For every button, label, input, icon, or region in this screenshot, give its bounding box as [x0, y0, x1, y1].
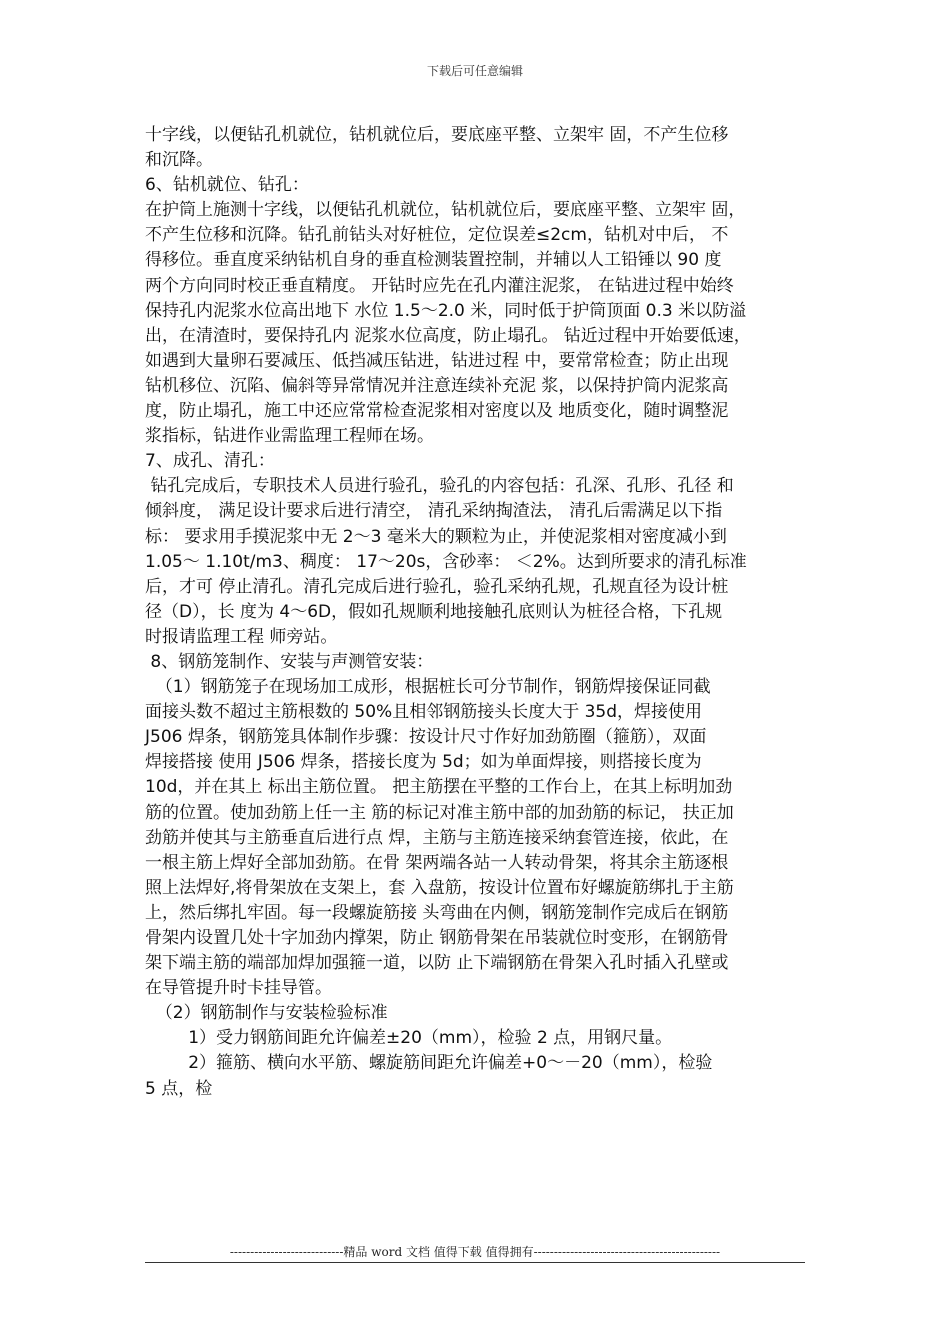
text-line: 2）箍筋、横向水平筋、螺旋筋间距允许偏差+0～－20（mm），检验 [145, 1053, 713, 1074]
text-line: 浆指标，钻进作业需监理工程师在场。 [145, 426, 434, 447]
text-line: J506 焊条，钢筋笼具体制作步骤：按设计尺寸作好加劲筋圈（箍筋），双面 [145, 727, 707, 748]
text-line: 5 点，检 [145, 1078, 213, 1099]
text-line: 和沉降。 [145, 150, 213, 171]
text-line: 10d，并在其上 标出主筋位置。 把主筋摆在平整的工作台上，在其上标明加劲 [145, 777, 733, 798]
text-line: 时报请监理工程 师旁站。 [145, 626, 338, 647]
text-line: 后，才可 停止清孔。清孔完成后进行验孔，验孔采纳孔规，孔规直径为设计桩 [145, 576, 729, 597]
text-line: 钻机移位、沉陷、偏斜等异常情况并注意连续补充泥 浆，以保持护筒内泥浆高 [145, 375, 729, 396]
text-line: 径（D），长 度为 4～6D，假如孔规顺利地接触孔底则认为桩径合格，下孔规 [145, 601, 723, 622]
text-line: 7、成孔、清孔： [145, 451, 275, 472]
text-line: 1.05～ 1.10t/m3、稠度： 17～20s，含砂率： ＜2%。达到所要求的清孔标准 [145, 551, 747, 572]
text-line: 在导管提升时卡挂导管。 [145, 978, 332, 999]
text-line: （2）钢筋制作与安装检验标准 [145, 1003, 388, 1024]
page-header: 下载后可任意编辑 [426, 64, 523, 78]
document-body [145, 123, 815, 1102]
text-line: 8、钢筋笼制作、安装与声测管安装： [145, 651, 434, 672]
footer-rule [145, 1262, 805, 1263]
text-line: 不产生位移和沉降。钻孔前钻头对好桩位，定位误差≤2cm，钻机对中后， 不 [145, 225, 729, 246]
text-line: 照上法焊好,将骨架放在支架上，套 入盘筋，按设计位置布好螺旋筋绑扎于主筋 [145, 877, 734, 898]
text-line: 在护筒上施测十字线，以便钻孔机就位，钻机就位后，要底座平整、立架牢 固， [145, 200, 746, 221]
text-line: 面接头数不超过主筋根数的 50%且相邻钢筋接头长度大于 35d，焊接使用 [145, 702, 703, 723]
text-line: 度，防止塌孔，施工中还应常常检查泥浆相对密度以及 地质变化，随时调整泥 [145, 401, 729, 422]
text-line: 一根主筋上焊好全部加劲筋。在骨 架两端各站一人转动骨架，将其余主筋逐根 [145, 852, 729, 873]
text-line: 骨架内设置几处十字加劲内撑架，防止 钢筋骨架在吊装就位时变形，在钢筋骨 [145, 928, 729, 948]
text-line: 筋的位置。使加劲筋上任一主 筋的标记对准主筋中部的加劲筋的标记， 扶正加 [145, 802, 734, 823]
text-line: 焊接搭接 使用 J506 焊条，搭接长度为 5d；如为单面焊接，则搭接长度为 [145, 752, 702, 773]
text-line: 出，在清渣时，要保持孔内 泥浆水位高度，防止塌孔。 钻近过程中开始要低速， [145, 325, 751, 346]
text-line: 劲筋并使其与主筋垂直后进行点 焊，主筋与主筋连接采纳套管连接，依此，在 [145, 827, 729, 848]
text-line: 上，然后绑扎牢固。每一段螺旋筋接 头弯曲在内侧，钢筋笼制作完成后在钢筋 [145, 902, 729, 923]
text-line: 十字线，以便钻孔机就位，钻机就位后，要底座平整、立架牢 固，不产生位移 [145, 125, 729, 145]
text-line: 标： 要求用手摸泥浆中无 2～3 毫米大的颗粒为止，并使泥浆相对密度减小到 [145, 526, 727, 547]
text-line: 1）受力钢筋间距允许偏差±20（mm），检验 2 点，用钢尺量。 [145, 1028, 673, 1049]
text-line: 架下端主筋的端部加焊加强箍一道，以防 止下端钢筋在骨架入孔时插入孔壁或 [145, 953, 729, 974]
text-line: 倾斜度， 满足设计要求后进行清空， 清孔采纳掏渣法， 清孔后需满足以下指 [145, 501, 723, 522]
text-line: 得移位。垂直度采纳钻机自身的垂直检测装置控制，并辅以人工铅锤以 90 度 [145, 250, 722, 271]
text-line: 保持孔内泥浆水位高出地下 水位 1.5～2.0 米，同时低于护筒顶面 0.3 米以防溢 [145, 300, 747, 321]
text-line: 6、钻机就位、钻孔： [145, 175, 309, 196]
text-line: （1）钢筋笼子在现场加工成形，根据桩长可分节制作，钢筋焊接保证同截 [145, 677, 711, 698]
text-line: 如遇到大量卵石要减压、低挡减压钻进，钻进过程 中，要常常检查；防止出现 [145, 350, 729, 371]
text-line: 两个方向同时校正垂直精度。 开钻时应先在孔内灌注泥浆， 在钻进过程中始终 [145, 275, 734, 296]
page-footer: ----------------------------精品 word 文档 值得下载 值得拥有---------------------------------------------- [229, 1245, 721, 1259]
text-line: 钻孔完成后，专职技术人员进行验孔，验孔的内容包括：孔深、孔形、孔径 和 [145, 476, 734, 497]
